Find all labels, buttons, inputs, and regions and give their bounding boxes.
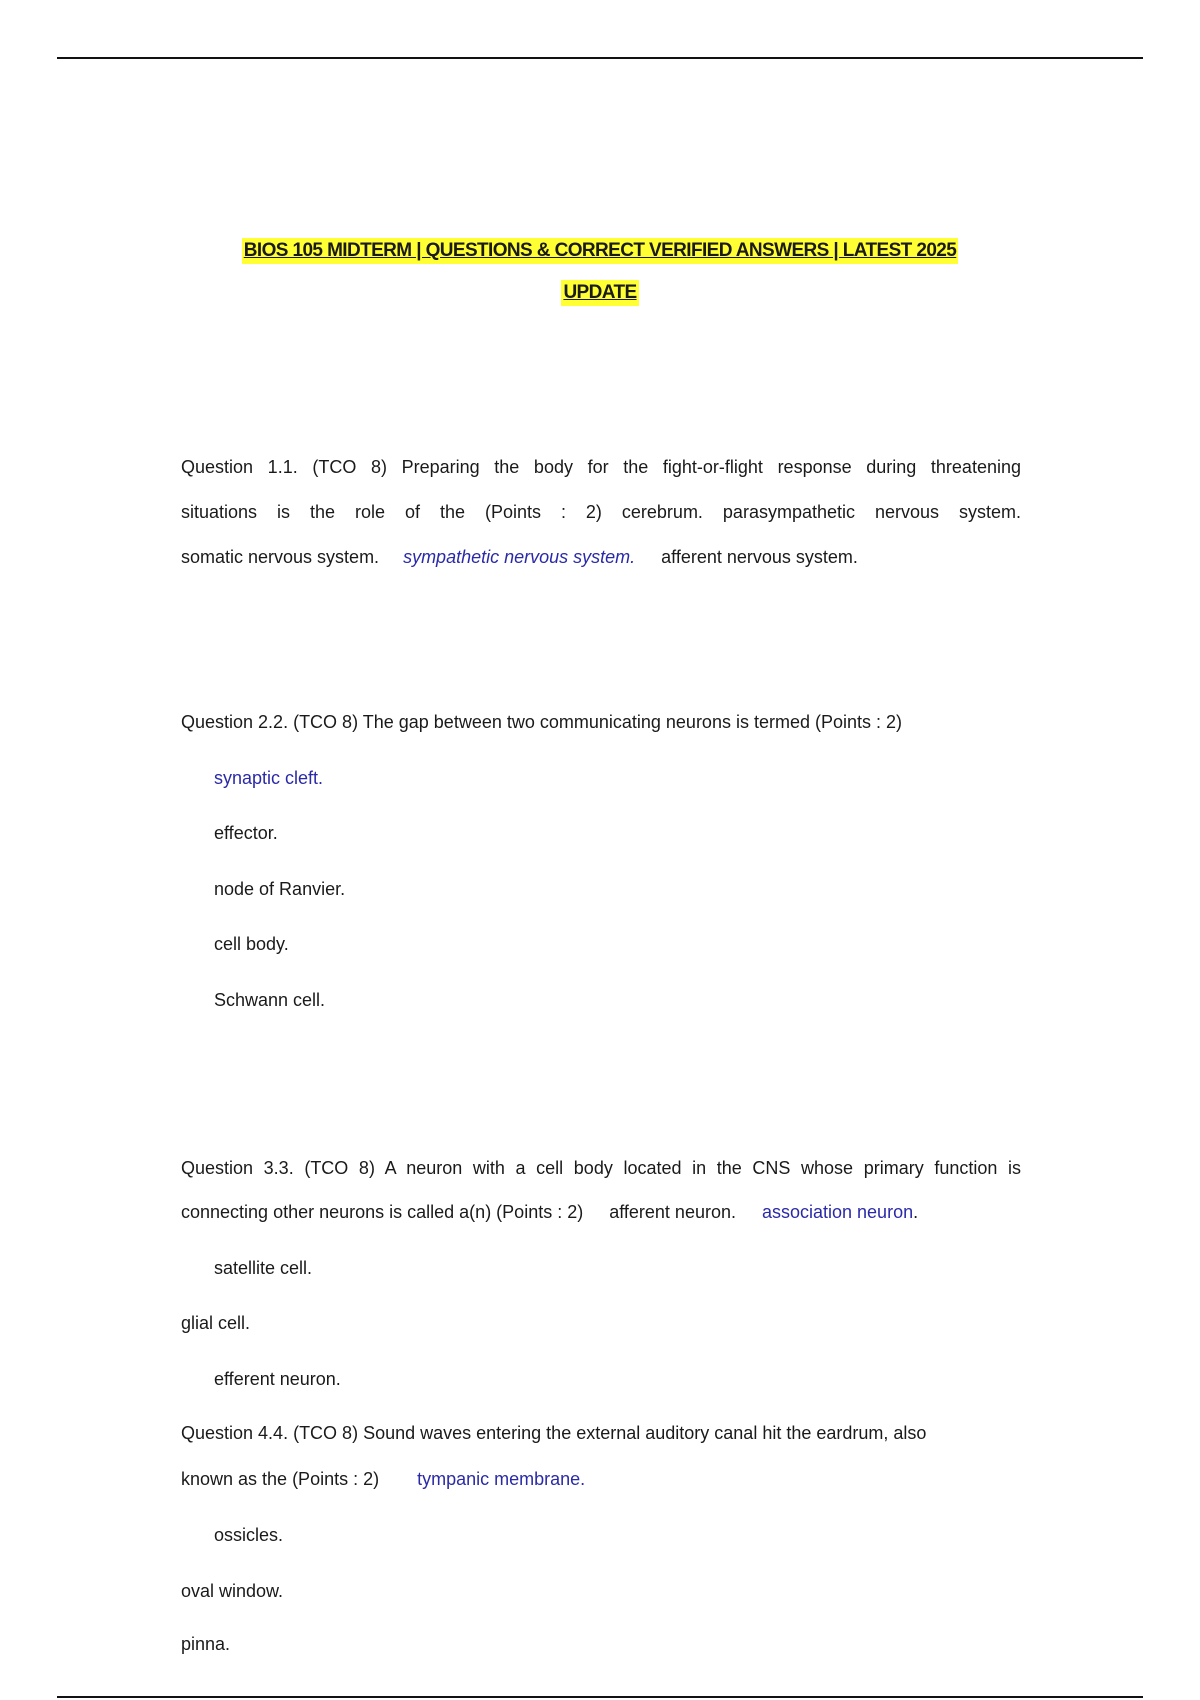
- q1-option-somatic: somatic nervous system.: [181, 547, 380, 567]
- title-line-1: BIOS 105 MIDTERM | QUESTIONS & CORRECT VERIFIED ANSWERS | LATEST 2025: [242, 238, 958, 264]
- q3-option-satellite: satellite cell.: [214, 1258, 313, 1278]
- q2-question: Question 2.2. (TCO 8) The gap between two communicating neurons is termed (Points : 2): [181, 712, 903, 732]
- title-line-2: UPDATE: [561, 280, 638, 306]
- q2-option-cell-body: cell body.: [214, 934, 289, 954]
- q1-line-2: [181, 500, 1021, 524]
- q1-option-cerebrum: cerebrum.: [621, 502, 703, 522]
- q1-line-1: Question 1.1. (TCO 8) Preparing the body for the fight-or-flight response during threatening: [181, 457, 1021, 477]
- q3-option-glial: glial cell.: [181, 1313, 251, 1333]
- q2-option-node-of-ranvier: node of Ranvier.: [214, 879, 346, 899]
- q4-option-oval-window: oval window.: [181, 1581, 284, 1601]
- q2-option-schwann-cell: Schwann cell.: [214, 990, 326, 1010]
- q4-line-2: [181, 1467, 585, 1491]
- q2-answer-synaptic-cleft: synaptic cleft.: [214, 768, 324, 788]
- q3-option-efferent: efferent neuron.: [214, 1369, 341, 1389]
- q3-line-1: Question 3.3. (TCO 8) A neuron with a cell body located in the CNS whose primary function is: [181, 1158, 1021, 1178]
- q4-option-ossicles: ossicles.: [214, 1525, 284, 1545]
- bottom-rule: [57, 1696, 1143, 1698]
- q4-prefix: known as the (Points : 2): [181, 1469, 380, 1489]
- q4-answer-tympanic: tympanic membrane.: [417, 1469, 586, 1489]
- q3-line-2: [181, 1200, 918, 1224]
- top-rule: [57, 57, 1143, 59]
- document-title: [120, 238, 1080, 306]
- q3-answer-association: association neuron: [761, 1202, 914, 1222]
- q2-option-effector: effector.: [214, 823, 278, 843]
- q1-prefix: situations is the role of the (Points : 2): [181, 502, 602, 522]
- q1-option-parasympathetic: parasympathetic nervous system.: [722, 502, 1021, 522]
- q4-line-1: Question 4.4. (TCO 8) Sound waves entering the external auditory canal hit the eardrum, also: [181, 1423, 927, 1443]
- q3-prefix: connecting other neurons is called a(n) (Points : 2): [181, 1202, 584, 1222]
- q1-answer-sympathetic: sympathetic nervous system.: [403, 547, 636, 567]
- q3-option-afferent: afferent neuron.: [609, 1202, 736, 1222]
- q3-answer-period: .: [913, 1202, 919, 1222]
- q4-option-pinna: pinna.: [181, 1634, 231, 1654]
- q1-line-3: [181, 545, 858, 569]
- q1-option-afferent: afferent nervous system.: [661, 547, 858, 567]
